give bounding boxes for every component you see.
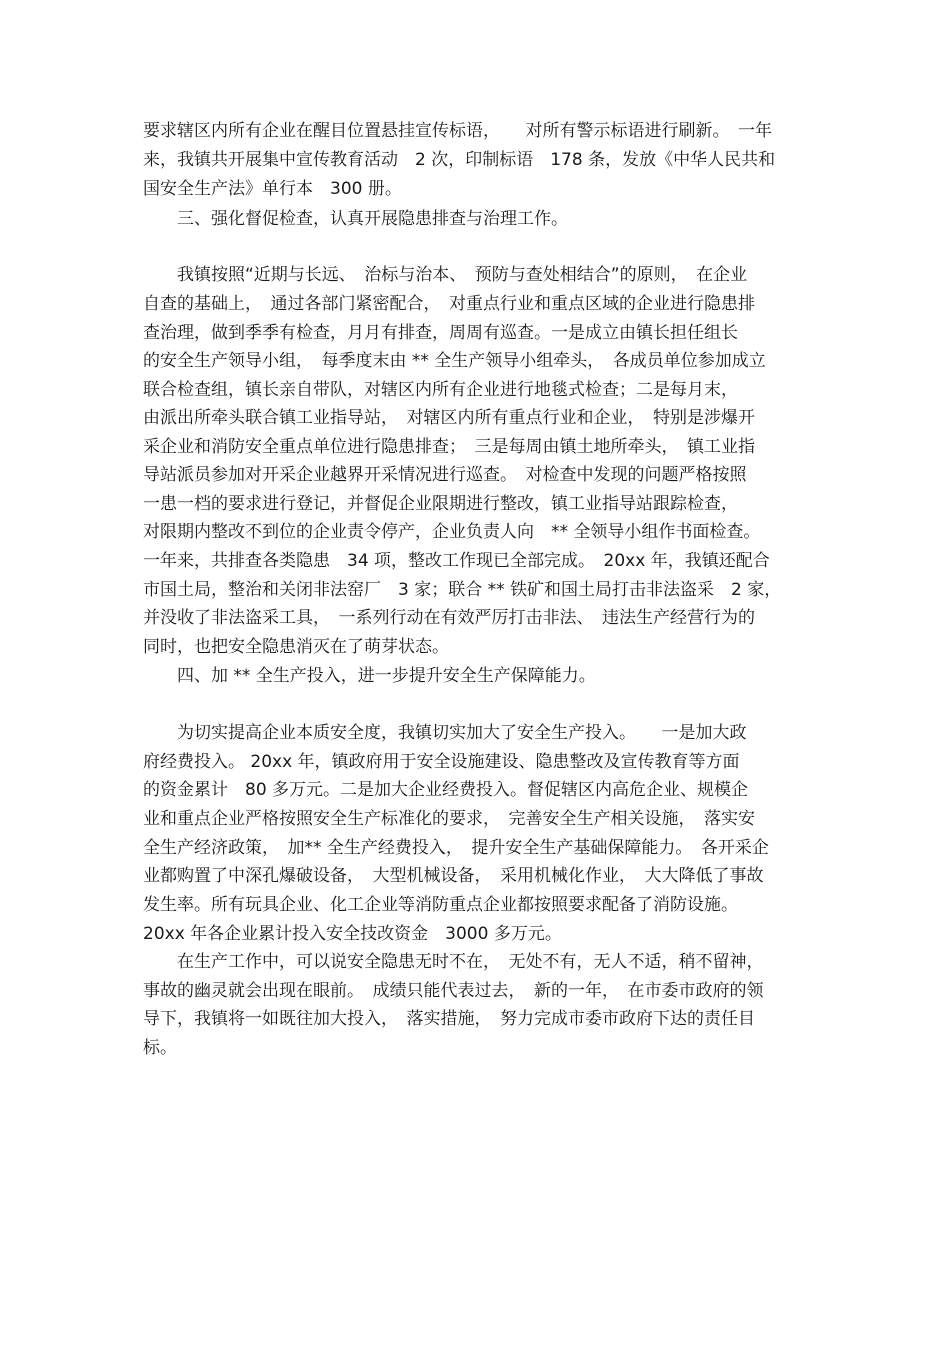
text-line: 20xx 年各企业累计投入安全技改资金 3000 多万元。: [143, 924, 562, 944]
text-line: 业和重点企业严格按照安全生产标准化的要求， 完善安全生产相关设施， 落实安: [143, 809, 755, 829]
text-line: 全生产经济政策， 加** 全生产经费投入， 提升安全生产基础保障能力。 各开采企: [143, 838, 769, 858]
text-line: 一年来，共排查各类隐患 34 项，整改工作现已全部完成。 20xx 年，我镇还配合: [143, 551, 770, 571]
text-line: 府经费投入。 20xx 年，镇政府用于安全设施建设、隐患整改及宣传教育等方面: [143, 752, 740, 772]
text-line: 业都购置了中深孔爆破设备， 大型机械设备， 采用机械化作业， 大大降低了事故: [143, 866, 764, 886]
text-line: 来，我镇共开展集中宣传教育活动 2 次，印制标语 178 条，发放《中华人民共和: [143, 150, 776, 170]
text-line: 我镇按照“近期与长远、 治标与治本、 预防与查处相结合”的原则， 在企业: [143, 265, 748, 285]
text-line: 标。: [143, 1038, 177, 1058]
section-heading: 四、加 ** 全生产投入，进一步提升安全生产保障能力。: [143, 666, 596, 686]
text-line: 由派出所牵头联合镇工业指导站， 对辖区内所有重点行业和企业， 特别是涉爆开: [143, 408, 755, 428]
text-line: 市国土局，整治和关闭非法窑厂 3 家；联合 ** 铁矿和国土局打击非法盗采 2 家，: [143, 580, 782, 600]
text-line: 要求辖区内所有企业在醒目位置悬挂宣传标语， 对所有警示标语进行刷新。 一年: [143, 121, 772, 141]
text-line: 国安全生产法》单行本 300 册。: [143, 179, 402, 199]
section-heading: 三、强化督促检查，认真开展隐患排查与治理工作。: [143, 209, 568, 229]
text-line: 在生产工作中，可以说安全隐患无时不在， 无处不有，无人不适，稍不留神，: [143, 952, 764, 972]
text-line: 为切实提高企业本质安全度，我镇切实加大了安全生产投入。 一是加大政: [143, 723, 747, 743]
text-line: 自查的基础上， 通过各部门紧密配合， 对重点行业和重点区域的企业进行隐患排: [143, 294, 755, 314]
text-line: 采企业和消防安全重点单位进行隐患排查； 三是每周由镇土地所牵头， 镇工业指: [143, 437, 755, 457]
text-line: 同时，也把安全隐患消灭在了萌芽状态。: [143, 637, 449, 657]
text-line: 对限期内整改不到位的企业责令停产，企业负责人向 ** 全领导小组作书面检查。: [143, 522, 761, 542]
text-line: 并没收了非法盗采工具， 一系列行动在有效严厉打击非法、 违法生产经营行为的: [143, 608, 755, 628]
text-line: 查治理，做到季季有检查，月月有排查，周周有巡查。一是成立由镇长担任组长: [143, 323, 738, 343]
text-line: 导下，我镇将一如既往加大投入， 落实措施， 努力完成市委市政府下达的责任目: [143, 1009, 755, 1029]
text-line: 联合检查组，镇长亲自带队，对辖区内所有企业进行地毯式检查；二是每月末，: [143, 380, 738, 400]
text-line: 导站派员参加对开采企业越界开采情况进行巡查。 对检查中发现的问题严格按照: [143, 465, 747, 485]
text-line: 发生率。所有玩具企业、化工企业等消防重点企业都按照要求配备了消防设施。: [143, 895, 738, 915]
text-line: 一患一档的要求进行登记，并督促企业限期进行整改，镇工业指导站跟踪检查，: [143, 494, 738, 514]
text-line: 事故的幽灵就会出现在眼前。 成绩只能代表过去， 新的一年， 在市委市政府的领: [143, 981, 764, 1001]
text-line: 的资金累计 80 多万元。二是加大企业经费投入。督促辖区内高危企业、规模企: [143, 780, 749, 800]
text-line: 的安全生产领导小组， 每季度末由 ** 全生产领导小组牵头， 各成员单位参加成立: [143, 351, 766, 371]
